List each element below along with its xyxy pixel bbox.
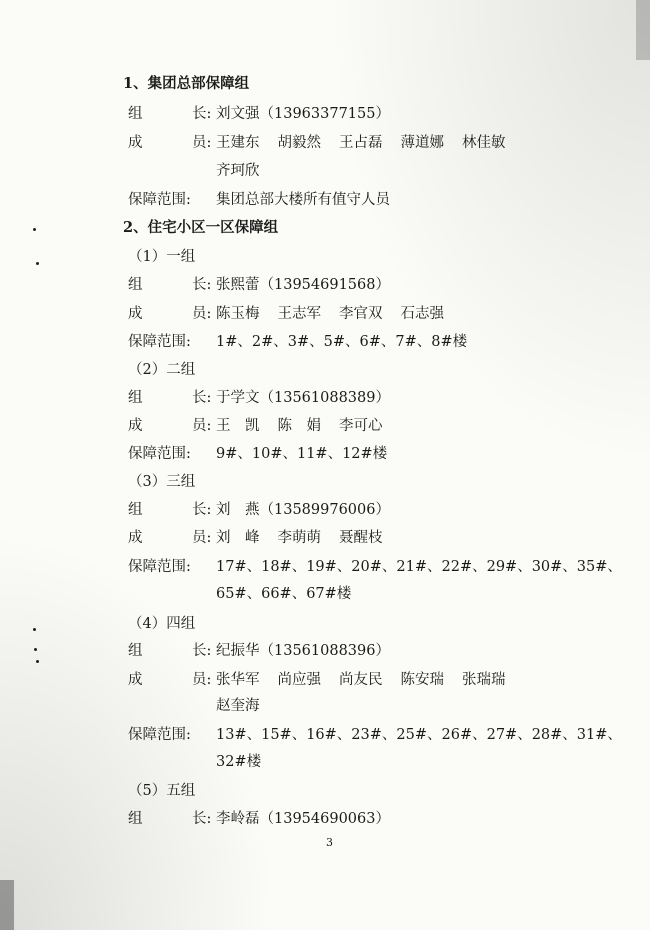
member-name: 王 凯 [216,418,260,434]
group-5-title: （5）五组 [128,783,196,799]
g1-leader: 张熙蕾（13954691568） [216,277,390,293]
g3-scope: 17#、18#、19#、20#、21#、22#、29#、30#、35#、 [216,559,622,575]
g4-leader-label: 组 长: [128,643,212,659]
member-name: 石志强 [400,306,444,322]
s1-members [216,133,524,153]
g2-scope: 9#、10#、11#、12#楼 [216,446,388,462]
g1-scope-label: 保障范围: [128,334,191,350]
member-name: 李萌萌 [277,530,321,546]
member-name: 王占磊 [339,135,383,151]
scan-speck [36,262,39,265]
g3-scope-cont: 65#、66#、67#楼 [216,586,352,602]
s1-scope-label: 保障范围: [128,192,191,208]
s1-members-cont: 齐珂欣 [216,163,260,179]
member-name: 尚友民 [339,672,383,688]
g3-members-label: 成 员: [128,530,212,546]
member-name: 李官双 [339,306,383,322]
group-2-title: （2）二组 [128,362,196,378]
scan-speck [36,660,39,663]
g2-scope-label: 保障范围: [128,446,191,462]
g4-leader: 纪振华（13561088396） [216,643,390,659]
s1-leader-label: 组 长: [128,106,212,122]
scan-edge-shadow [0,880,14,930]
g4-members [216,670,524,690]
s1-leader: 刘文强（13963377155） [216,106,390,122]
member-name: 胡毅然 [277,135,321,151]
g3-leader: 刘 燕（13589976006） [216,502,390,518]
section-1-heading: 1、集团总部保障组 [123,75,250,92]
scan-speck [33,628,36,631]
g5-leader: 李岭磊（13954690063） [216,811,390,827]
member-name: 王建东 [216,135,260,151]
g2-members-label: 成 员: [128,418,212,434]
member-name: 尚应强 [277,672,321,688]
section-2-heading: 2、住宅小区一区保障组 [123,219,279,236]
g1-scope: 1#、2#、3#、5#、6#、7#、8#楼 [216,334,468,350]
g4-scope-cont: 32#楼 [216,754,262,770]
g4-members-cont: 赵奎海 [216,698,260,714]
g1-members-label: 成 员: [128,306,212,322]
g4-scope-label: 保障范围: [128,727,191,743]
member-name: 薄道娜 [400,135,444,151]
member-name: 刘 峰 [216,530,260,546]
member-name: 张华军 [216,672,260,688]
scan-edge-shadow [636,0,650,60]
member-name: 王志军 [277,306,321,322]
g3-leader-label: 组 长: [128,502,212,518]
g4-members-label: 成 员: [128,672,212,688]
s1-scope: 集团总部大楼所有值守人员 [216,192,390,208]
g2-leader: 于学文（13561088389） [216,390,390,406]
s1-members-label: 成 员: [128,135,212,151]
member-name: 张瑞瑞 [462,672,506,688]
group-4-title: （4）四组 [128,616,196,632]
g2-members [216,416,401,436]
g3-members [216,528,401,548]
g2-leader-label: 组 长: [128,390,212,406]
g1-leader-label: 组 长: [128,277,212,293]
g1-members [216,304,462,324]
scan-speck [34,648,37,651]
member-name: 陈玉梅 [216,306,260,322]
group-3-title: （3）三组 [128,474,196,490]
member-name: 陈 娟 [277,418,321,434]
group-1-title: （1）一组 [128,249,196,265]
page-number: 3 [326,836,333,849]
member-name: 林佳敏 [462,135,506,151]
member-name: 李可心 [339,418,383,434]
g3-scope-label: 保障范围: [128,559,191,575]
member-name: 陈安瑞 [400,672,444,688]
g4-scope: 13#、15#、16#、23#、25#、26#、27#、28#、31#、 [216,727,622,743]
scan-speck [33,228,36,231]
g5-leader-label: 组 长: [128,811,212,827]
member-name: 聂醒枝 [339,530,383,546]
